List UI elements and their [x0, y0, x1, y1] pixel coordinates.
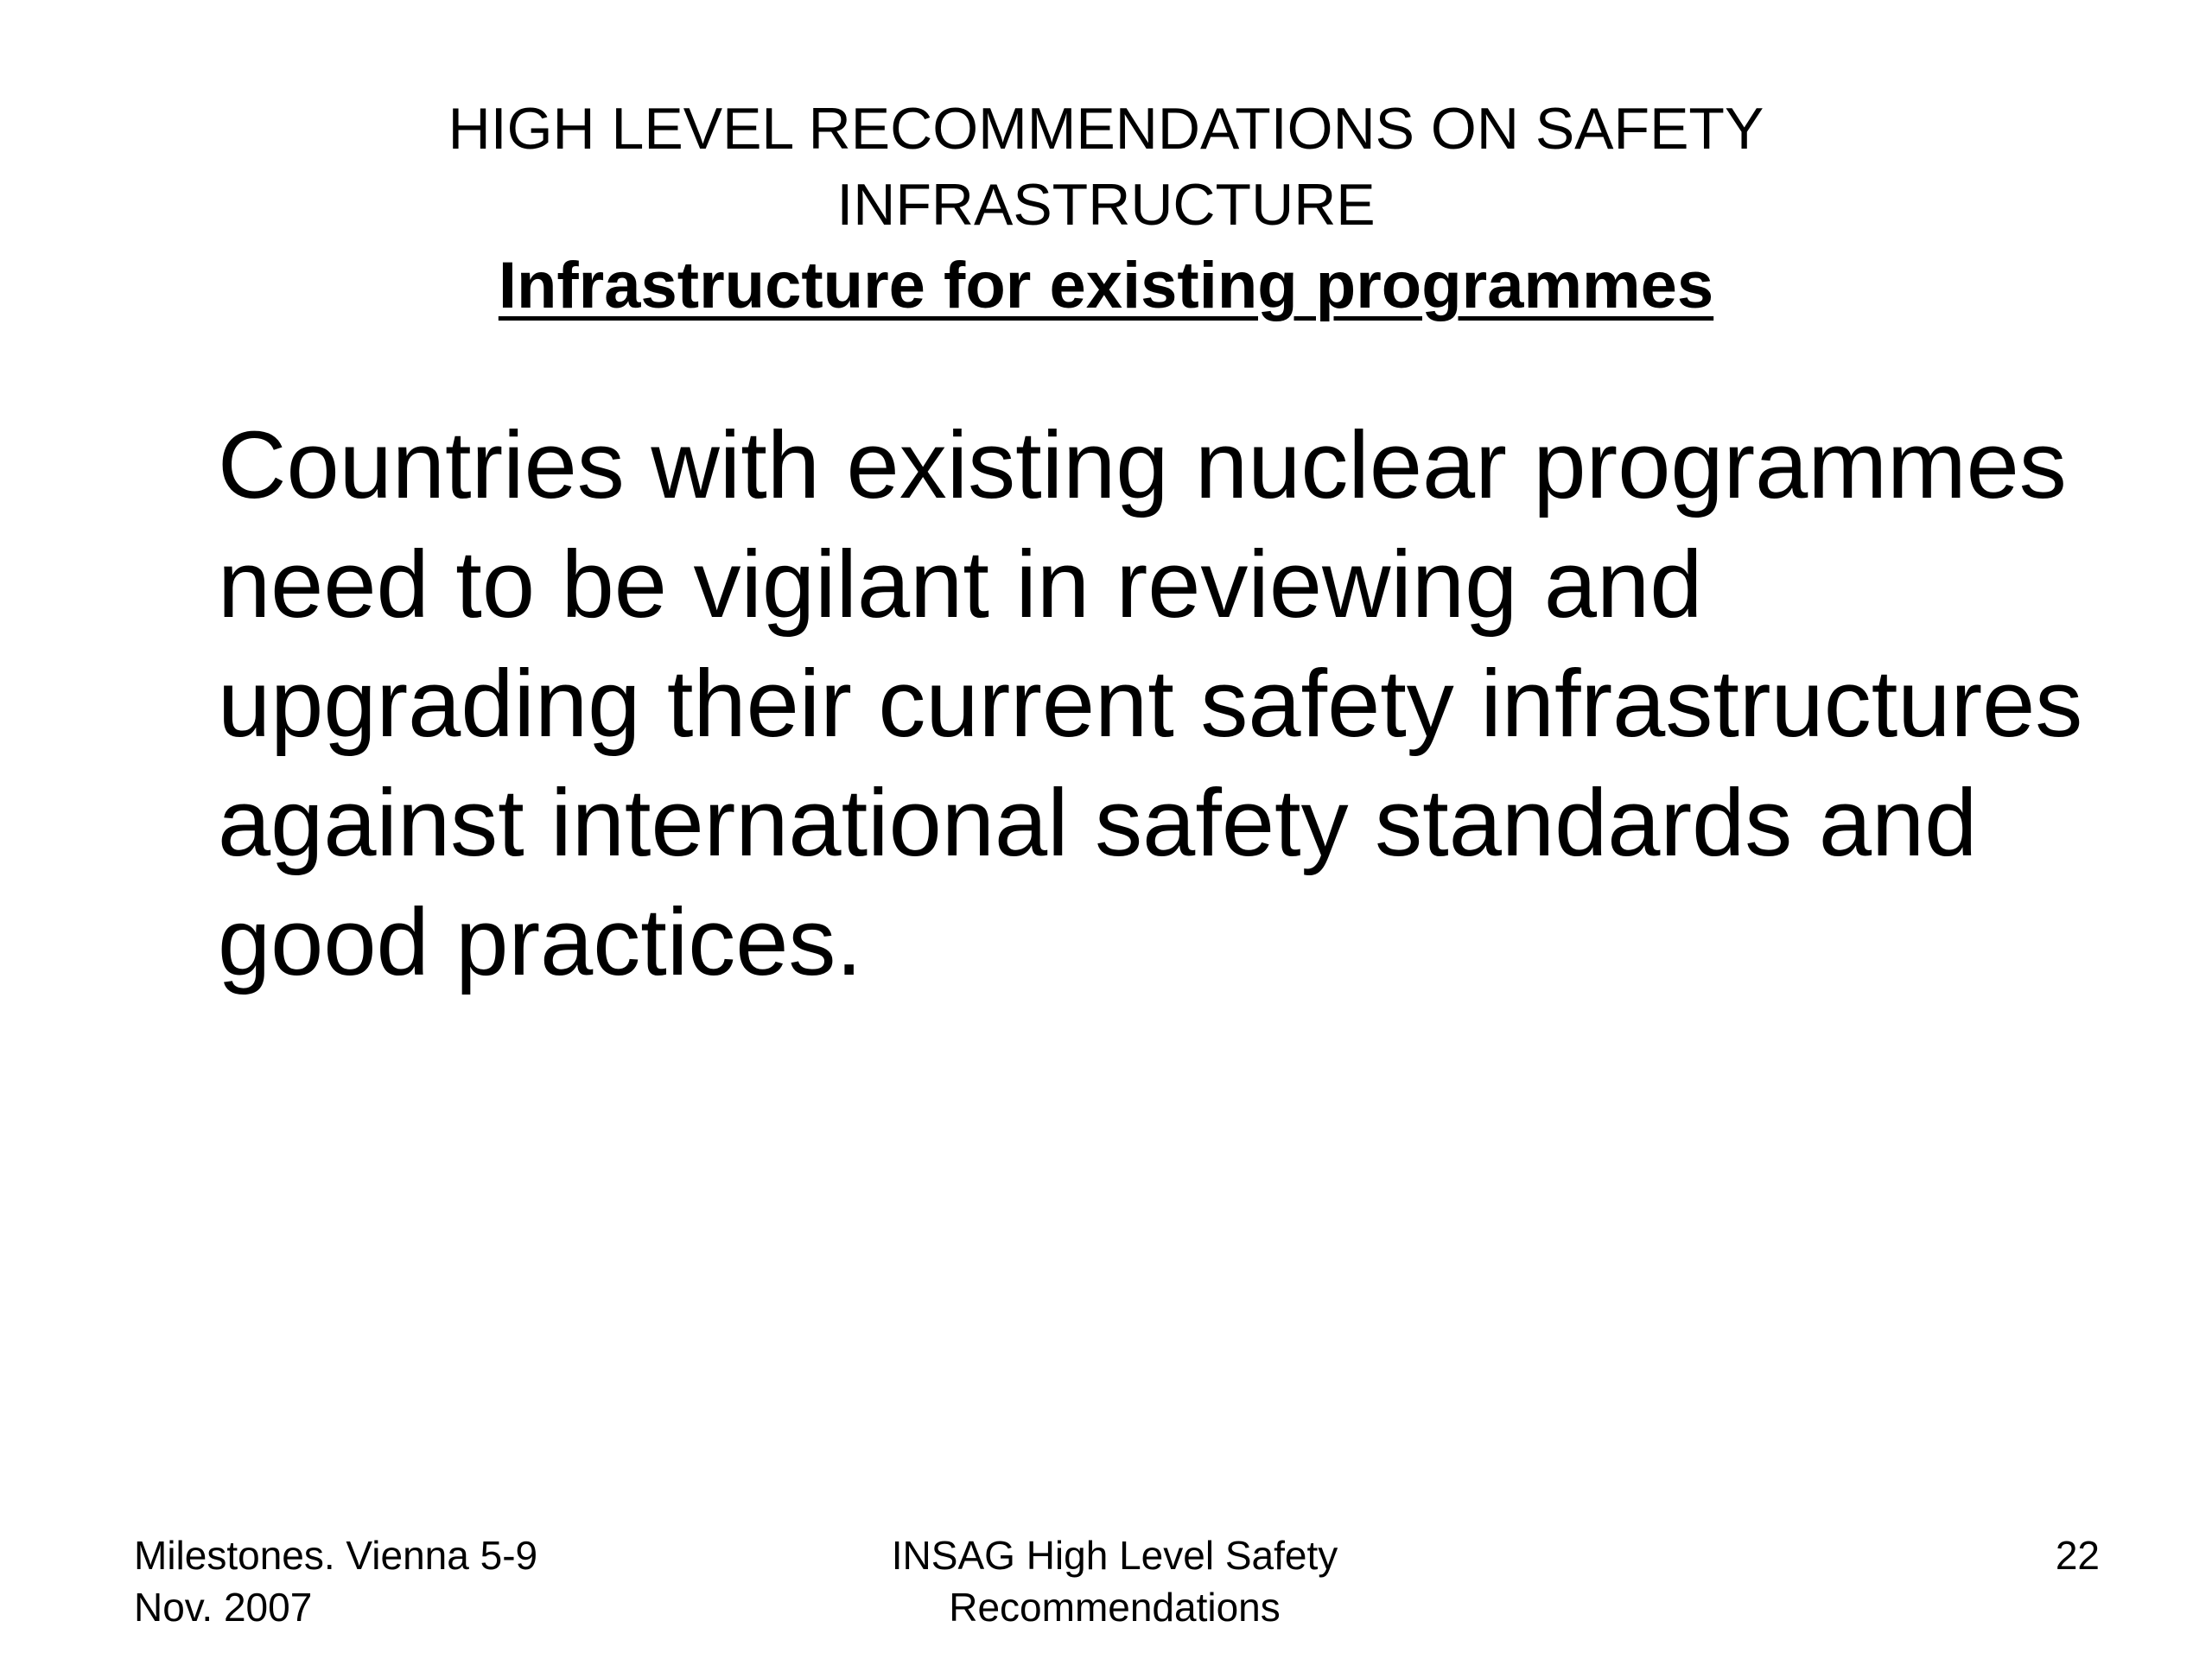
slide-title-line-2: INFRASTRUCTURE — [836, 172, 1376, 238]
footer-left-line-2: Nov. 2007 — [134, 1585, 313, 1630]
footer-center-line-1: INSAG High Level Safety — [891, 1533, 1338, 1578]
footer-center — [812, 1529, 1417, 1633]
slide-title-block — [259, 91, 1953, 326]
slide-title-line-1: HIGH LEVEL RECOMMENDATIONS ON SAFETY — [448, 96, 1764, 162]
slide-body-text: Countries with existing nuclear programmes need to be vigilant in reviewing and upgrading their current safety infrastructures against international safety standards and good practices. — [218, 412, 2083, 995]
page-number: 22 — [2055, 1533, 2100, 1578]
footer-left — [134, 1529, 618, 1633]
footer-center-line-2: Recommendations — [949, 1585, 1281, 1630]
footer-left-line-1: Milestones. Vienna 5-9 — [134, 1533, 538, 1578]
slide-subtitle: Infrastructure for existing programmes — [498, 249, 1714, 322]
